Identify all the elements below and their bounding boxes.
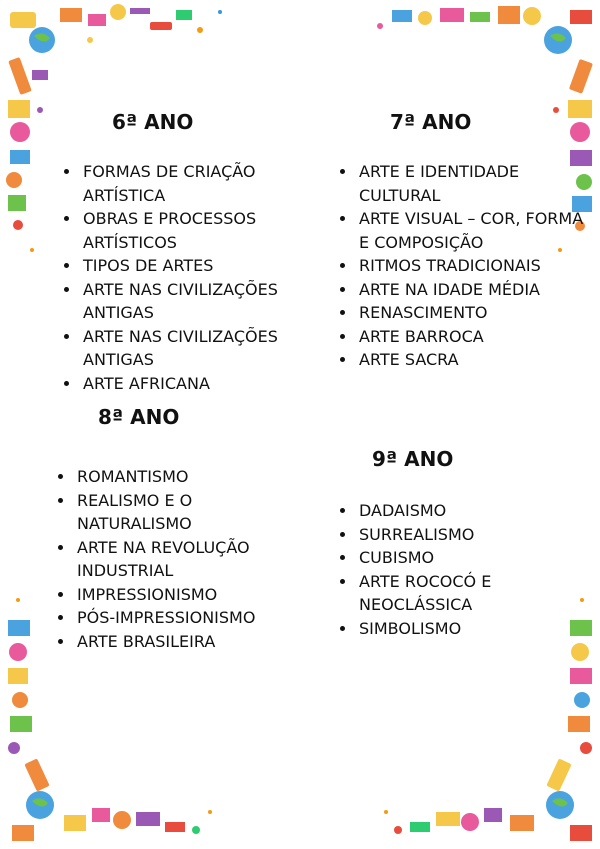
list-item: • ARTE NAS CIVILIZAÇÕES ANTIGAS [81, 278, 316, 325]
list-item: • ARTE ROCOCÓ E NEOCLÁSSICA [357, 570, 557, 617]
list-item: • ARTE NAS CIVILIZAÇÕES ANTIGAS [81, 325, 316, 372]
section-list-6-ano [62, 160, 316, 395]
list-item: • OBRAS E PROCESSOS ARTÍSTICOS [81, 207, 316, 254]
list-item: • SURREALISMO [357, 523, 557, 547]
list-item: • TIPOS DE ARTES [81, 254, 316, 278]
list-item: • FORMAS DE CRIAÇÃO ARTÍSTICA [81, 160, 316, 207]
list-item: • ARTE VISUAL – COR, FORMA E COMPOSIÇÃO [357, 207, 592, 254]
list-item: • ARTE NA IDADE MÉDIA [357, 278, 592, 302]
list-item: • ARTE AFRICANA [81, 372, 316, 396]
list-item: • RENASCIMENTO [357, 301, 592, 325]
list-item: • PÓS-IMPRESSIONISMO [75, 606, 305, 630]
list-item: • ARTE BRASILEIRA [75, 630, 305, 654]
section-list-7-ano [338, 160, 592, 372]
section-title-6-ano: 6ª ANO [112, 110, 194, 134]
list-item: • REALISMO E O NATURALISMO [75, 489, 305, 536]
list-item: • ROMANTISMO [75, 465, 305, 489]
list-item: • ARTE NA REVOLUÇÃO INDUSTRIAL [75, 536, 305, 583]
list-item: • IMPRESSIONISMO [75, 583, 305, 607]
section-title-7-ano: 7ª ANO [390, 110, 472, 134]
list-item: • SIMBOLISMO [357, 617, 557, 641]
section-title-8-ano: 8ª ANO [98, 405, 180, 429]
list-item: • ARTE BARROCA [357, 325, 592, 349]
section-list-9-ano [338, 499, 557, 640]
list-item: • CUBISMO [357, 546, 557, 570]
list-item: • ARTE E IDENTIDADE CULTURAL [357, 160, 592, 207]
section-list-8-ano [56, 465, 305, 653]
list-item: • ARTE SACRA [357, 348, 592, 372]
section-title-9-ano: 9ª ANO [372, 447, 454, 471]
list-item: • DADAISMO [357, 499, 557, 523]
list-item: • RITMOS TRADICIONAIS [357, 254, 592, 278]
